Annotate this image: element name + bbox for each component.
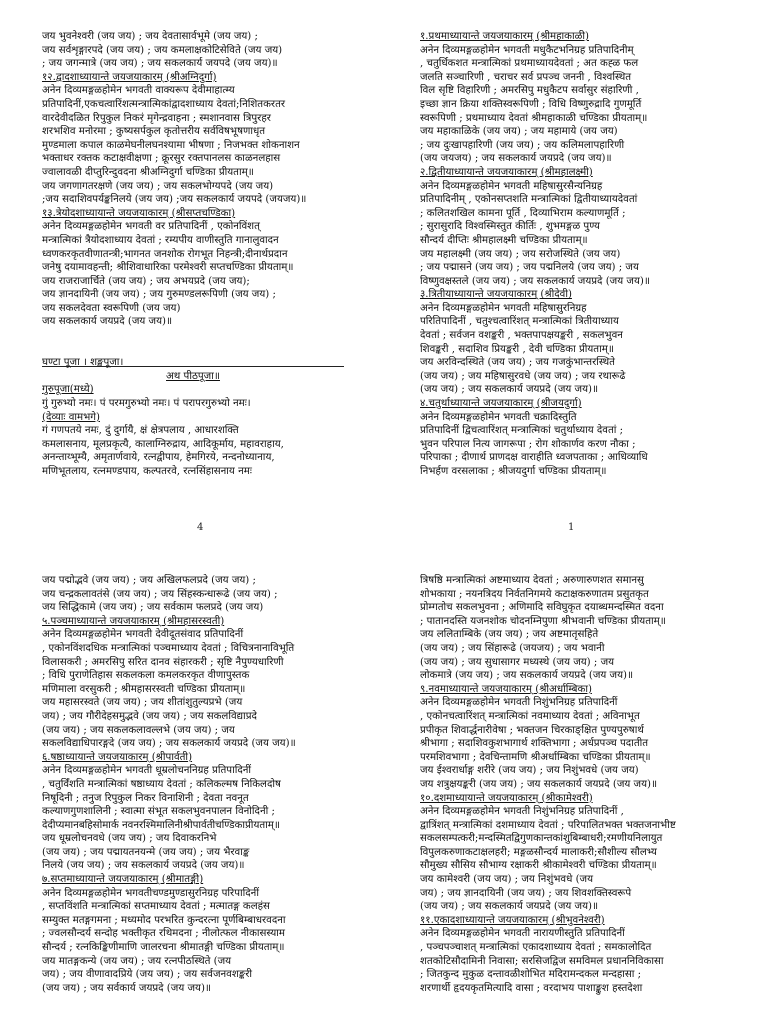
text-line: वारदेवीदळित रिपुकुल निकरं मृगेन्द्रवाहना ; स्मशानवास त्रिपुरहर: [42, 112, 271, 124]
page-number-right: 1: [568, 522, 575, 533]
text-line: (जय जयजय) ; जय सकलकार्य जयप्रदे (जय जय)॥: [420, 153, 612, 165]
text-line: जय ज्ञानदायिनी (जय जय) ; जय गुरुमण्डलरूपिणी (जय जय) ;: [42, 289, 276, 301]
text-line: शतकोटिसौदामिनी निवासा; सरसिजद्विज समविमल प्रधाननिविकासा: [420, 955, 664, 967]
text-line: जय धूम्रलोचनवधे (जय जय) ; जय दिवाकरनिभे: [42, 833, 217, 845]
text-line: जय सकलदेवता स्वरूपिणी (जय जय): [42, 302, 181, 314]
page-bottom-left: [0, 512, 384, 1024]
text-line: प्रतिपादिनीं,एकचत्वारिंशत्मन्त्रात्मिकांद्वादशाध्याय देवतां;निशितकरतर: [42, 98, 286, 110]
text-line: विष्णुवक्षस्तले (जय जय) ; जय सकलकार्य जयप्रदे (जय जय)॥: [420, 275, 650, 287]
text-line: सकलसम्पत्करी;मन्दस्मितद्विगुणकान्तकांशुबिम्बाधरी;रमणीयनिलायुत: [420, 833, 663, 845]
text-line: देवतां ; सर्वजन वशङ्करी , भक्तपापक्षयङ्करी , सकलभुवन: [420, 330, 623, 342]
text-line: , सप्तविंशति मन्त्रात्मिकां सप्तमाध्याय देवतां ; मत्मातङ्ग कलहंस: [42, 901, 270, 913]
text-line: जय महाकाळिके (जय जय) ; जय महामाये (जय जय): [420, 126, 618, 138]
text-line: जय महासरस्वते (जय जय) ; जय शीतांशुतुल्यप्रभे (जय: [42, 697, 243, 709]
text-line: निषूदिनी ; तनुज रिपुकुल निकर विनाशिनी ; देवता नवनूत: [42, 792, 249, 804]
text-line: मुण्डमाला कपाल काळमेघनीलघनश्यामा भीषणा ; निजभक्त शोकनाशन: [42, 139, 300, 151]
text-line: जय) ; जय गौरीदेहसमुद्भवे (जय जय) ; जय सकलविद्याप्रदे: [42, 710, 257, 722]
text-line: अनेन दिव्यमङ्गळहोमेन भगवती चक्रादिस्तुति: [420, 411, 577, 423]
text-line: ; जय पद्मासने (जय जय) ; जय पद्मनिलये (जय जय) ; जय: [420, 262, 639, 274]
text-line: जय भुवनेश्वरी (जय जय) ; जय देवतासार्वभूमे (जय जय) ;: [42, 31, 258, 42]
text-line: जय शत्रुक्षयङ्करी (जय जय) ; जय सकलकार्य जयप्रदे (जय जय)॥: [420, 778, 658, 790]
text-line: घण्टा पूजा । शङ्खपूजा।: [42, 357, 124, 369]
text-line: शोभकाया ; नयनत्रिदय निर्वतनिगमये कटाक्षकरुणातम प्रसुतकृत: [420, 588, 649, 600]
text-line: ; विधि पुराणेतिहास सकलकला कमलकरकृत वीणापुस्तक: [42, 670, 250, 682]
text-line: जय सर्वशृङ्गारपदे (जय जय) ; जय कमलाक्षकोटिसेविते (जय जय): [42, 44, 283, 56]
text-line: ; जय जगन्मात्रे (जय जय) ; जय सकलकार्य जयपदे (जय जय)॥: [42, 58, 278, 70]
text-line: निलये (जय जय) ; जय सकलकार्य जयप्रदे (जय जय)॥: [42, 860, 245, 872]
text-line: ; जय दुःखापहारिणी (जय जय) ; जय कलिमलापहारिणी: [420, 139, 625, 151]
section-heading: ६.षष्ठाध्यायान्ते जयजयाकारम् (श्रीपार्वती): [42, 751, 193, 763]
text-line: अनेन दिव्यमङ्गळहोमेन भगवती नारायणीस्तुति प्रतिपादिनीं: [420, 928, 625, 940]
text-line: मणिमाला वरसुकरी ; श्रीमहासरस्वती चण्डिका प्रीयताम्॥: [42, 683, 246, 695]
text-line: जय जगणागतरक्षणे (जय जय) ; जय सकलभोग्यपदे (जय जय): [42, 180, 274, 192]
text-line: जय सकलकार्य जयप्रदे (जय जय)॥: [42, 316, 173, 328]
text-line: अनेन दिव्यमङ्गळहोमेन भगवती वर प्रतिपादिनीं , एकोनविंशत्: [42, 221, 260, 233]
text-line: इच्छा ज्ञान क्रिया शक्तिस्वरूपिणी ; विधि विष्णुरुद्रादि गुणमूर्ति: [420, 98, 642, 110]
page-number-left: 4: [197, 522, 204, 533]
section-heading: १.प्रथमाध्यायान्ते जयजयाकारम् (श्रीमहाकाळी): [420, 31, 589, 42]
text-line: ;जय सदाशिवपर्यङ्कनिलये (जय जय) ;जय सकलकार्य जयपदे (जयजय)॥: [42, 194, 307, 206]
text-line: [42, 329, 344, 343]
text-line: जय) ; जय ज्ञानदायिनी (जय जय) ; जय शिवशक्तिस्वरूपे: [420, 887, 632, 899]
text-line: मन्त्रात्मिकां त्रैयोदशाध्याय देवतां ; रम्यपीय वाणीस्तुति गानालुवादन: [42, 234, 279, 246]
text-line: मणिभूतलाय, रत्नमण्डपाय, कल्पतरवे, रत्नसिंहासनाय नमः: [42, 466, 252, 477]
text-line: परिपाका ; दीणार्थ प्राणदक्ष वाराहीति ध्वजपताका ; आधिव्याधि: [420, 452, 648, 464]
text-line: लोकमात्रे (जय जय) ; जय सकलकार्य जयप्रदे (जय जय)॥: [420, 670, 634, 682]
text-line: , पञ्चपञ्चाशत् मन्त्रात्मिकां एकादशाध्याय देवतां ; समकालोदित: [420, 942, 652, 954]
text-line: सम्युक्त मतङ्गगमना ; मध्यमोद परभरित कुन्दरत्ना पूर्णबिम्बाधरवदना: [42, 914, 286, 926]
text-line: जय राजराजार्चिते (जय जय) ; जय अभयप्रदे (जय जय);: [42, 275, 250, 287]
text-line: सौन्दर्य दीप्तिः श्रीमहालक्ष्मी चण्डिका प्रीयताम्॥: [420, 234, 588, 246]
text-line: अनेन दिव्यमङ्गळहोमेन भगवती मधुकैटभनिग्रह प्रतिपादिनीम्: [420, 44, 634, 56]
text-line: , चतुर्धिकशत मन्त्रात्मिकां प्रथमाध्यायदेवतां ; अत कह्ळ फल: [420, 58, 639, 70]
text-line: (जय जय) ; जय महिषासुरवधे (जय जय) ; जय रथारूढे: [420, 370, 626, 382]
text-line: जय कामेश्वरी (जय जय) ; जय निशुंभवधे (जय: [420, 874, 594, 886]
text-line: शरभशिव मनोरमा ; कुष्यसर्पकुल कृतोत्तरीय सर्वविषभूषणाधृत: [42, 126, 266, 138]
text-line: भुवन परिपाल नित्य जागरूपा ; रोग शोकार्णव करण नौका ;: [420, 438, 636, 450]
text-line: जय पद्मोद्भवे (जय जय) ; जय अखिलफलप्रदे (जय जय) ;: [42, 575, 256, 586]
text-line: जय ललिताम्बिके (जय जय) ; जय अष्टमातृसहिते: [420, 629, 599, 641]
section-heading: अथ पीठपूजा॥: [166, 370, 220, 382]
section-heading: १०.दशमाध्यायान्ते जयजयाकारम् (श्रीकामेश्वरी): [420, 792, 593, 804]
text-line: अनेन दिव्यमङ्गळहोमेन भगवती महिषासुरनिग्रह: [420, 302, 587, 314]
text-line: जय ईश्वरार्धाङ्ग शरीरे (जय जय) ; जय निशुंभवधे (जय जय): [420, 765, 639, 777]
section-heading: ४.चतुर्थाध्यायान्ते जयजयाकारम् (श्रीजयदुर्गा): [420, 398, 582, 410]
text-line: ; कलितशखिल कामना पूर्ति , दिव्याभिराम कल्याणमूर्ति ;: [420, 207, 626, 219]
section-heading: ५.पञ्चमाध्यायान्ते जयजयाकारम् (श्रीमहासरस्वती): [42, 615, 225, 627]
text-line: जनेषु दयामावहन्ती; श्रीशिवाधारिका परमेश्वरी सप्तचण्डिका प्रीयताम्॥: [42, 262, 294, 274]
text-line: अनन्ताय्भूम्यै, अमृतार्णवाये, रत्नद्वीपाय, हेमगिरये, नन्दनोध्यानाय,: [42, 452, 275, 464]
text-line: निभर्हण वरसलाका ; श्रीजयदुर्गा चण्डिका प्रीयताम्॥: [420, 466, 607, 477]
section-heading: १२.द्वादशाध्यायान्ते जयजयाकारम् (श्रीअग्निदुर्गा): [42, 71, 217, 83]
text-line: (जय जय) ; जय सिंहारूढे (जयजय) ; जय भवानी: [420, 642, 605, 654]
text-line: प्रतिपादिनीम् , एकोनसप्तशति मन्त्रात्मिकां द्वितीयाध्यायदेवतां: [420, 194, 638, 206]
text-line: , एकोनचत्वारिंशत् मन्त्रात्मिकां नवमाध्याय देवतां ; अविनाभूत: [420, 710, 640, 722]
text-line: अनेन दिव्यमङ्गळहोमेन भगवती देवीदूतसंवाद प्रतिपादिनीं: [42, 629, 244, 641]
text-line: अनेन दिव्यमङ्गळहोमेन भगवती धूम्रलोचननिग्रह प्रतिपादिनीं: [42, 765, 252, 777]
section-heading: ३.त्रितीयाध्यायान्ते जयजयाकारम् (श्रीदेवी): [420, 289, 572, 301]
text-line: जय मातङ्गकन्ये (जय जय) ; जय रत्नपीठस्थिते (जय: [42, 955, 232, 967]
text-line: विलासकरी ; अमरसिपु सरित दानव संहारकरी ; सृष्टि नैपुण्यधारिणी: [42, 656, 284, 668]
text-line: अनेन दिव्यमङ्गळहोमेन भगवती वाक्यरूप देवीमाहात्म्य: [42, 85, 235, 97]
text-line: (जय जय) ; जय सुधासागर मध्यस्थे (जय जय) ; जय: [420, 656, 615, 668]
text-line: देदीप्यमानबहिसोमार्क नवनरश्मिमालिनीश्रीपार्वतीचण्डिकाप्रीयताम्॥: [42, 819, 280, 831]
text-line: (जय जय) ; जय पद्मायतनयन्मे (जय जय) ; जय भैरवाङ्क: [42, 846, 250, 858]
text-line: सकलविद्याधिपारङ्गदे (जय जय) ; जय सकलकार्य जयप्रदे (जय जय)॥: [42, 738, 296, 750]
section-heading: ११.एकादशाध्यायान्ते जयजयाकारम् (श्रीभुवनेश्वरी): [420, 914, 605, 926]
text-line: गुं गुरुभ्यो नमः। पं परमगुरुभ्यो नमः। पं परापरगुरुभ्यो नमः।: [42, 398, 251, 410]
text-line: परितिपादिनीं , चतुश्चत्वारिंशत् मन्त्रात्मिकां त्रितीयाध्याय: [420, 316, 619, 328]
text-line: जय महालक्ष्मी (जय जय) ; जय सरोजस्थिते (जय जय): [420, 248, 621, 260]
page-top-left: [0, 0, 384, 512]
text-line: ; सुरासुरादि विश्वस्मिस्तुत कीर्तिः , शुभमङ्गळ पुण्य: [420, 221, 600, 233]
section-heading: ७.सप्तमाध्यायान्ते जयजयाकारम् (श्रीमातङ्गी): [42, 874, 204, 886]
text-line: जलति सञ्चारिणी , चराचर सर्व प्रपञ्च जननी , विश्वस्थित: [420, 71, 632, 83]
text-line: ध्वणकरकृतवीणातन्त्री;भागनत जनशोक रोगभूत निहन्त्री;दीनार्थप्रदान: [42, 248, 288, 260]
text-line: गं गणपतये नमः, दुं दुर्गायै, क्षं क्षेत्रपलाय , आधारशक्ति: [42, 425, 239, 437]
text-line: कमलासनाय, मूलप्रकृत्यै, कालाग्निरुद्राय, आदिकूर्माय, महावराहाय,: [42, 438, 284, 450]
text-line: अनेन दिव्यमङ्गळहोमेन भगवती निशुंभनिग्रह प्रतिपादिनीं: [420, 697, 618, 709]
text-line: शिवङ्करी , सदाशिव प्रियङ्करी , देवी चण्डिका प्रीयताम्॥: [420, 343, 614, 355]
text-line: सौमुख्य सौसिय सौभाग्य रक्षाकरी श्रीकामेश्वरी चण्डिका प्रीयताम्॥: [420, 860, 657, 872]
text-line: शरणार्थी हृदयकृतमित्यादि वासा ; वरदाभय पाशाङ्कुश हस्तदेशा: [420, 982, 643, 994]
text-line: ज्वालावळी दीप्तुरिन्दुवदना श्रीअग्निदुर्गा चण्डिका प्रीयताम्॥: [42, 166, 254, 178]
text-line: स्वरूपिणी ; प्रथमाध्याय देवतां श्रीमहाकाळी चण्डिका प्रीयताम्॥: [420, 112, 648, 124]
page-bottom-right: [384, 512, 768, 1024]
text-line: प्रतिपादिनीं द्विचत्वारिंशत् मन्त्रात्मिकां चतुर्थाध्याय देवतां ;: [420, 425, 624, 437]
text-line: (जय जय) ; जय सकलकार्य जयप्रदे (जय जय)॥: [420, 901, 599, 913]
text-line: अनेन दिव्यमङ्गळहोमेन भगवतीचण्डमुण्डासुरनिग्रह परिपादिनीं: [42, 887, 259, 899]
text-line: जय चन्द्रकलावतंसे (जय जय) ; जय सिंहस्कन्धारूढे (जय जय) ;: [42, 588, 278, 600]
text-line: प्रपीकृत शिवार्द्धनारीवेषा ; भक्तजन चिरकाङ्क्षित पुण्यपुरुषार्थ: [420, 724, 644, 736]
divider-line: [42, 366, 344, 367]
text-line: त्रिषष्ठि मन्त्रात्मिकां अष्टमाध्याय देवतां ; अरुणारुणशत समानसु: [420, 575, 644, 586]
text-line: ; ज्वलसौन्दर्य सन्दोह भक्तीकृत रथिमदना ; नीलोत्फल नीकासस्याम: [42, 928, 286, 940]
text-line: जय अरविन्दस्थिते (जय जय) ; जय गजकुंभान्तरस्थिते: [420, 357, 615, 369]
text-line: ; जितकुन्द मुकुळ दन्तावळीशोभित मदिरामन्दकल मन्दहासा ;: [420, 969, 642, 981]
text-line: , एकोनविंशदधिक मन्त्रात्मिकां पञ्चमाध्याय देवतां ; विचित्रनानाविभूति: [42, 642, 295, 654]
text-line: प्रोम्गतोच सकलभुवना ; अणिमादि सविघुकृत दयाब्धमन्दस्मित वदना: [420, 602, 664, 614]
text-line: (जय जय) ; जय सकलकलावल्लभे (जय जय) ; जय: [42, 724, 235, 736]
text-line: जय) ; जय वीणावादप्रिये (जय जय) ; जय सर्वजनवशङ्करी: [42, 969, 253, 981]
text-line: अनेन दिव्यमङ्गळहोमेन भगवती निशुंभनिग्रह प्रतिपादिनीं ,: [420, 806, 624, 818]
text-line: श्रीभागा ; सदाशिवकुशभागार्थ शक्तिभागा ; अर्धप्रपञ्च पदातीत: [420, 738, 649, 750]
section-heading: (देव्याः वामभगे): [42, 411, 100, 423]
text-line: (जय जय) ; जय सकलकार्य जयप्रदे (जय जय)॥: [420, 384, 599, 396]
page-top-right: [384, 0, 768, 512]
section-heading: गुरुपूजा(मध्ये): [42, 384, 94, 396]
text-line: परमशिवभागा ; देवचिन्तामणि श्रीअर्धाम्बिका चण्डिका प्रीयताम्॥: [420, 751, 651, 763]
text-line: ; पातानदस्ति यजनशोक चोदनम्निपुणा श्रीभवानी चण्डिका प्रीयताम्॥: [420, 615, 666, 627]
text-line: जय सिद्धिकामे (जय जय) ; जय सर्वकाम फलप्रदे (जय जय): [42, 602, 264, 614]
section-heading: १३.त्रेयोदशाध्यायान्ते जयजयाकारम् (श्रीसप्तचण्डिका): [42, 207, 236, 219]
text-line: द्वात्रिंशत् मन्त्रात्मिकां दशमाध्याय देवतां ; परिपालितभक्त भक्तजनाभीष्ट: [420, 819, 676, 831]
section-heading: २.द्वितीयाध्यायान्ते जयजयाकारम् (श्रीमहालक्ष्मी): [420, 166, 593, 178]
text-line: अनेन दिव्यमङ्गळहोमेन भगवती महिषासुरसैन्यनिग्रह: [420, 180, 603, 192]
section-heading: ९.नवमाध्यायान्ते जयजयाकारम् (श्रीअर्धाम्बिका): [420, 683, 592, 695]
text-line: सौन्दर्य ; रत्नकिङ्किणीमाणि जालरचना श्रीमातङ्गी चण्डिका प्रीयताम्॥: [42, 942, 285, 954]
text-line: कल्याणगुणशालिनी ; स्वात्मा संभूत सकलभुवनपालन विनोदिनी ;: [42, 806, 275, 818]
text-line: विपुलकरुणाकटाक्षलहरी; मङ्गळसौन्दर्य मालाकरी;सौशील्य सौलभ्य: [420, 846, 657, 858]
text-line: , चतुर्विंशति मन्त्रात्मिकां षष्ठाध्याय देवतां ; कलिकल्मष निकिलदोष: [42, 778, 281, 790]
text-line: (जय जय) ; जय सर्वकार्य जयप्रदे (जय जय)॥: [42, 982, 212, 994]
text-line: विल सृष्टि विहारिणी ; अमरसिपु मधुकैटप सर्वासुर संहारिणी ,: [420, 85, 639, 97]
text-line: भक्ताधर रक्तक कटाक्षवीक्षणा ; क्रूरसुर रक्तपानलस काळनलहास: [42, 153, 281, 165]
text-line: [42, 343, 344, 357]
